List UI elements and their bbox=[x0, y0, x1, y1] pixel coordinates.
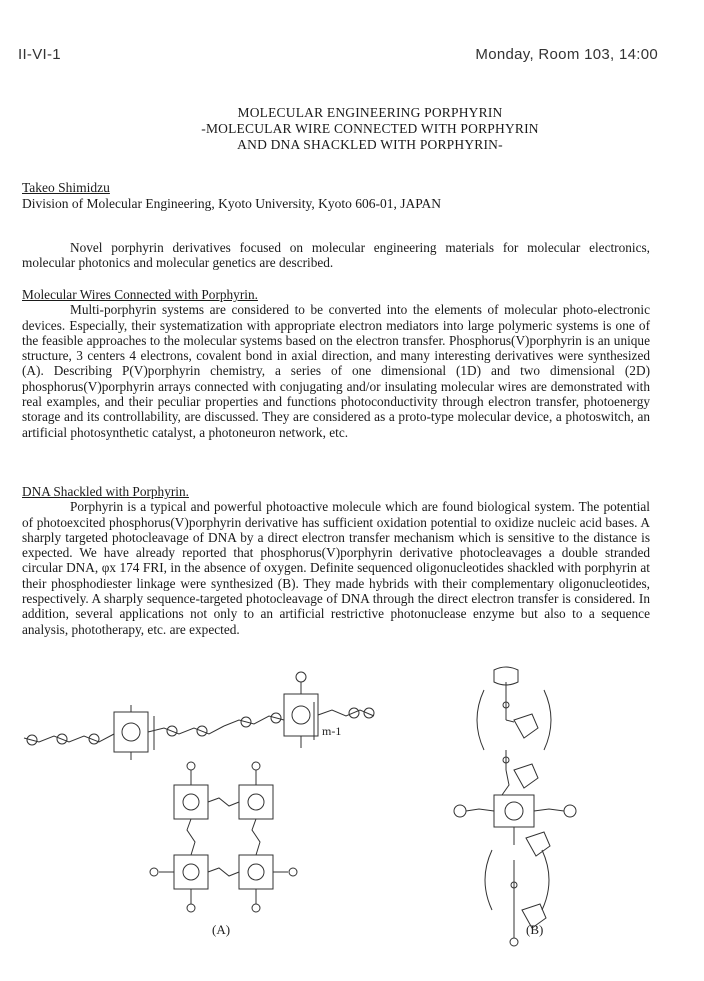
title-line-3: AND DNA SHACKLED WITH PORPHYRIN- bbox=[237, 137, 503, 152]
porphyrin-wire-1d bbox=[24, 672, 374, 760]
chemical-structures-figure bbox=[14, 660, 694, 970]
abstract-text: Novel porphyrin derivatives focused on molecular engineering materials for molecular electronics, molecular photonics and molecular genetics are described. bbox=[22, 240, 650, 271]
section-molecular-wires bbox=[22, 287, 650, 440]
abstract bbox=[22, 240, 650, 271]
author-affiliation: Division of Molecular Engineering, Kyoto University, Kyoto 606-01, JAPAN bbox=[22, 196, 441, 211]
caption-b: (B) bbox=[526, 922, 544, 937]
section-dna-shackled bbox=[22, 484, 650, 637]
section-text: Multi-porphyrin systems are considered to be converted into the elements of molecular photo-electronic devices. Especially, their systematization with appropriate electron mediators into large polymeric systems is one of the feasible approaches to the molecular systems based on the electron transfer. Phosphorus(V)porphyrin is an unique structure, 3 centers 4 electrons, covalent bond in axial direction, and many interesting derivatives were synthesized (A). Describing P(V)porphyrin chemistry, a series of one dimensional (1D) and two dimensional (2D) phosphorus(V)porphyrin arrays connected with conjugating and/or insulating molecular wires are demonstrated with real examples, and their peculiar properties and functions photoconductivity through electron transfer, photoenergy storage and its controllability, are discussed. They are considered as a proto-type molecular device, a photoswitch, an artificial photosynthetic catalyst, a photoneuron network, etc. bbox=[22, 302, 650, 440]
author-name: Takeo Shimidzu bbox=[22, 180, 110, 195]
structure-drawings bbox=[14, 660, 694, 970]
title-line-1: MOLECULAR ENGINEERING PORPHYRIN bbox=[237, 105, 503, 120]
dna-porphyrin-conjugate bbox=[454, 667, 576, 946]
caption-a: (A) bbox=[212, 922, 231, 937]
session-info: Monday, Room 103, 14:00 bbox=[475, 46, 658, 63]
section-text: Porphyrin is a typical and powerful photoactive molecule which are found biological system. The potential of photoexcited phosphorus(V)porphyrin derivative has sufficient oxidation potential to oxidize nucleic acid bases. A sharply targeted photocleavage of DNA by a direct electron transfer mechanism which is sensitive to the distance is expected. We have already reported that phosphorus(V)porphyrin derivative photocleavages a double stranded circular DNA, φx 174 FRI, in the absence of oxygen. Definite sequenced oligonucleotides shackled with porphyrin at their phosphodiester linkage were synthesized (B). They made hybrids with their complementary oligonucleotides, respectively. A sharply sequence-targeted photocleavage of DNA through the direct electron transfer is considered. In addition, several applications not only to an artificial restrictive photonuclease enzyme but also to a sequence analysis, phototherapy, etc. are expected. bbox=[22, 499, 650, 637]
porphyrin-array-2d bbox=[150, 762, 297, 912]
title-line-2: -MOLECULAR WIRE CONNECTED WITH PORPHYRIN bbox=[201, 121, 539, 136]
section-heading: DNA Shackled with Porphyrin. bbox=[22, 484, 189, 499]
author-block bbox=[22, 180, 441, 212]
session-code: II-VI-1 bbox=[18, 46, 61, 63]
paper-title bbox=[0, 105, 704, 153]
section-heading: Molecular Wires Connected with Porphyrin. bbox=[22, 287, 258, 302]
repeat-unit-label: m-1 bbox=[322, 724, 342, 738]
